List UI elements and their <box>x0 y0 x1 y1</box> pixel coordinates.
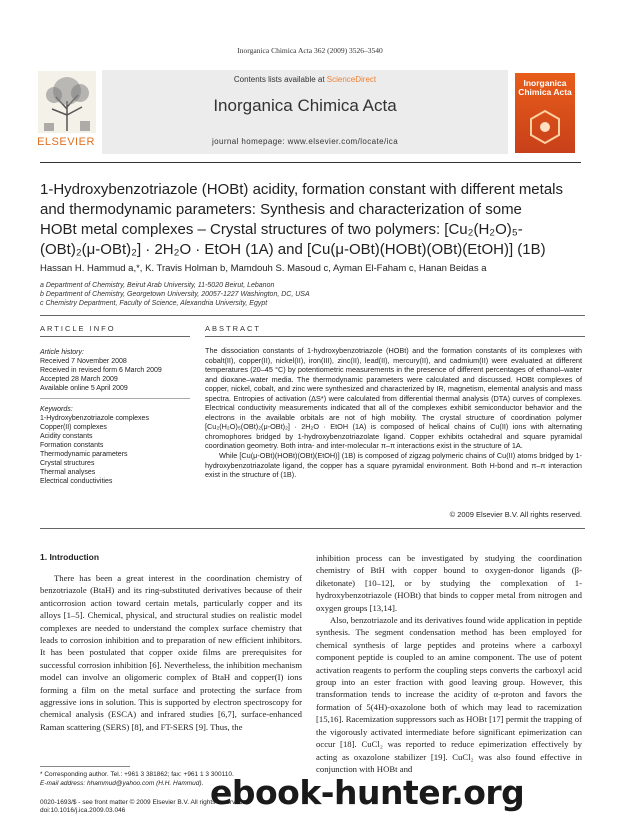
affiliation-a: a Department of Chemistry, Beirut Arab University, 11-5020 Beirut, Lebanon <box>40 282 275 289</box>
article-info-heading: ARTICLE INFO <box>40 324 116 333</box>
keyword-item: Thermodynamic parameters <box>40 451 128 458</box>
keyword-item: Electrical conductivities <box>40 478 113 485</box>
history-item: Received 7 November 2008 <box>40 358 127 365</box>
issn-note: 0020-1693/$ - see front matter © 2009 Elsevier B.V. All rights reserved. <box>40 799 245 806</box>
section-heading: 1. Introduction <box>40 552 100 562</box>
abstract-paragraph-2: While [Cu(μ-OBt)(HOBt)(OBt)(EtOH)] (1B) is composed of zigzag polymeric chains of Cu(II) atoms bridged by 1-hydroxybenzotriazolate ligand, the copper has a square pyramidal environment. Both H-bond and π–π interaction exist in the structure of (1B). <box>205 451 582 480</box>
intro-paragraph: There has been a great interest in the coordination chemistry of benzotriazole (BtaH) and its ring-substituted derivatives because of their anticorrosion action toward certain metals, particularly copper and its alloys [1–5]. Chemical, physical, and structural studies on realistic model complexes are needed to understand the complex surface chemistry that leads to corrosion inhibition and to preparation of new efficient inhibitors. It has been postulated that copper oxide films are prerequisites for successful corrosion inhibition [6]. Nevertheless, the inhibition mechanism model can involve an oligomeric complex of BtaH and copper(I) ions forming a film on the metal surface and protecting the surface from aggressive ions in solution. This is supported by electron spectroscopy for chemical analysis (ESCA) and infrared studies [6,7], surface-enhanced Raman scattering (SERS) [8], and FT-SERS [9]. Thus, the <box>40 573 302 732</box>
intro-paragraph: inhibition process can be investigated by studying the coordination chemistry of BtH with copper bound to oxygen-donor ligands (β-diketonate) [10–12], or by studying the complexation of 1-hydroxybenzotriazole (HOBt) that binds to copper metal from nitrogen and oxygen groups [13,14]. <box>316 553 582 613</box>
elsevier-tree-icon <box>38 71 96 133</box>
title-line-2: and thermodynamic parameters: Synthesis and characterization of some <box>40 201 522 218</box>
intro-paragraph: Also, benzotriazole and its derivatives found wide application in peptide synthesis. The segment condensation method has been employed for chemical synthesis of large peptides and proteins where a carboxyl component peptide is coupled to an amine component. The use of potent activation reagents to perform the coupling steps converts the carboxyl acid group into an ester fraction with good leaving group. However, this transformation tends to increase the acidity of α-proton and favors the formation of 5(4H)-oxazolone both of which may lead to racemization [15,16]. Racemization suppressors such as HOBt [17] permit the trapping of the vigorously activated intermediate before significant epimerization can occur [18]. CuCl₂ was reported to reduce epimerization effectively by acting as oxazolone stabilizer [19]. CuCl₂ was also found effective in conjunction with HOBt and <box>316 615 582 774</box>
info-divider <box>40 336 190 337</box>
keyword-item: Copper(II) complexes <box>40 424 107 431</box>
corresponding-author-note: * Corresponding author. Tel.: +961 3 381862; fax: +961 1 3 300110. <box>40 771 234 778</box>
keyword-item: Crystal structures <box>40 460 95 467</box>
copyright: © 2009 Elsevier B.V. All rights reserved. <box>449 510 582 519</box>
divider <box>40 528 585 529</box>
author-list: Hassan H. Hammud a,*, K. Travis Holman b, Mamdouh S. Masoud c, Ayman El-Faham c, Hanan Beidas a <box>40 263 487 274</box>
history-label: Article history: <box>40 349 84 356</box>
divider <box>40 315 585 316</box>
affiliation-c: c Chemistry Department, Faculty of Science, Alexandria University, Egypt <box>40 300 268 307</box>
publisher-name: ELSEVIER <box>37 136 95 148</box>
watermark: ebook-hunter.org <box>210 773 525 812</box>
keywords-label: Keywords: <box>40 406 73 413</box>
keyword-item: Acidity constants <box>40 433 93 440</box>
abstract-paragraph-1: The dissociation constants of 1-hydroxybenzotriazole (HOBt) and the formation constants of its complexes with cobalt(II), copper(II), nickel(II), iron(III), zinc(II), lead(II), mercury(II), and cadmium(II) were evaluated at different temperatures (20–45 °C) by potentiometric measurements in the presence of different percentages of ethanol–water and dioxane–water media. The thermodynamic parameters were calculated and discussed. HOBt complexes of copper, nickel, cobalt, and zinc were synthesized and characterized by IR, magnetism, elemental analysis and mass spectra. Entropies of activation (ΔS*) were calculated from differential thermal analysis (DTA) curves of complexes. Electrical conductivity measurements indicated that all of the complexes exhibit semiconductor behavior and the electrons in the available orbitals are not of high mobility. The crystal structure of coordination polymer [Cu₂(H₂O)₅(OBt)₂(μ-OBt)₂] · 2H₂O · EtOH (1A) is composed of helical chains of Cu(II) ions with alternating chromophores bridged by 1-hydroxybenzotriazolate ligand. Copper exhibits octahedral and square pyramidal coordination geometry. Both intra- and inter-molecular π–π interactions exist in the structure of 1A. <box>205 346 582 451</box>
intro-left-column <box>40 572 302 733</box>
keyword-item: 1-Hydroxybenzotriazole complexes <box>40 415 149 422</box>
keyword-item: Formation constants <box>40 442 104 449</box>
title-line-1: 1-Hydroxybenzotriazole (HOBt) acidity, formation constant with different metals <box>40 181 563 198</box>
journal-citation: Inorganica Chimica Acta 362 (2009) 3526–3540 <box>237 46 383 55</box>
keyword-item: Thermal analyses <box>40 469 96 476</box>
sciencedirect-link[interactable]: ScienceDirect <box>326 75 377 84</box>
journal-cover <box>515 73 575 153</box>
intro-right-column <box>316 552 582 775</box>
email-note: E-mail address: hhammud@yahoo.com (H.H. Hammud). <box>40 780 204 787</box>
contents-prefix: Contents lists available at <box>233 75 327 84</box>
abstract-divider <box>205 336 585 337</box>
title-line-3: HOBt metal complexes – Crystal structures of two polymers: [Cu₂(H₂O)₅- <box>40 221 523 238</box>
footnote-rule <box>40 766 130 767</box>
cover-title: Inorganica Chimica Acta <box>518 78 572 97</box>
info-divider <box>40 398 190 399</box>
molecule-icon <box>525 107 565 147</box>
elsevier-logo <box>34 71 98 147</box>
contents-availability <box>102 75 508 84</box>
history-item: Available online 5 April 2009 <box>40 385 128 392</box>
abstract-body <box>205 346 582 480</box>
article-title <box>40 180 585 260</box>
journal-name: Inorganica Chimica Acta <box>213 96 397 115</box>
affiliation-b: b Department of Chemistry, Georgetown University, 20057-1227 Washington, DC, USA <box>40 291 310 298</box>
history-item: Accepted 28 March 2009 <box>40 376 118 383</box>
doi-link[interactable]: doi:10.1016/j.ica.2009.03.046 <box>40 807 126 814</box>
title-line-4: (OBt)₂(μ-OBt)₂] · 2H₂O · EtOH (1A) and [Cu(μ-OBt)(HOBt)(OBt)(EtOH)] (1B) <box>40 241 546 258</box>
history-item: Received in revised form 6 March 2009 <box>40 367 162 374</box>
journal-homepage[interactable]: journal homepage: www.elsevier.com/locate/ica <box>211 137 399 146</box>
abstract-heading: ABSTRACT <box>205 324 262 333</box>
